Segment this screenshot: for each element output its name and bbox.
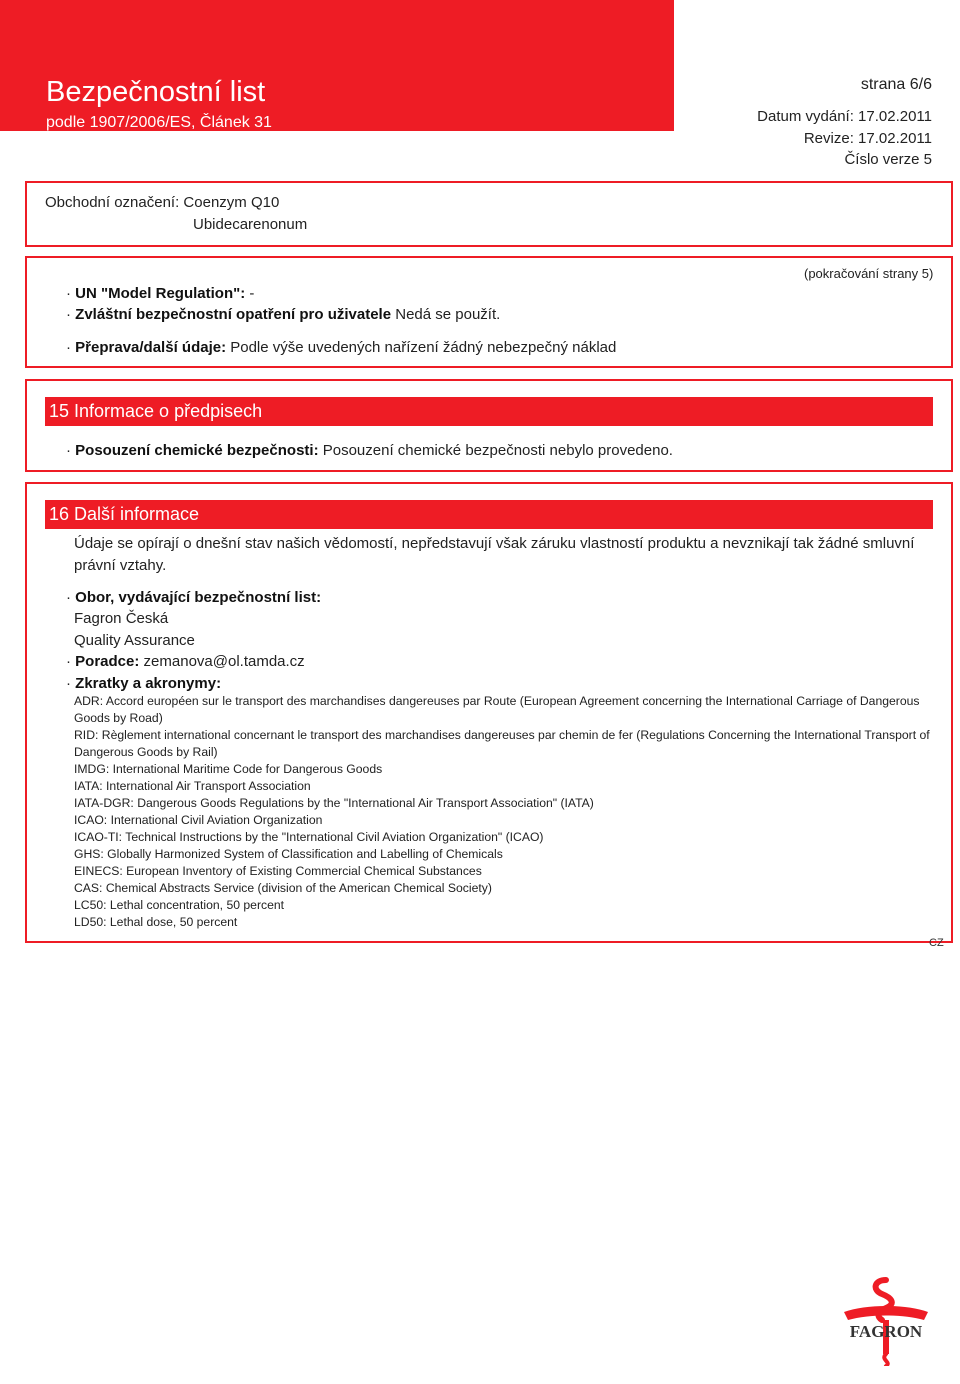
abbreviations-list xyxy=(74,693,934,931)
issue-date: Datum vydání: 17.02.2011 xyxy=(757,108,932,125)
page-number: strana 6/6 xyxy=(860,76,932,93)
abbreviation-item: LC50: Lethal concentration, 50 percent xyxy=(74,898,285,912)
special-label: Zvláštní bezpečnostní opatření pro uživatele xyxy=(75,306,392,323)
un-label: UN "Model Regulation": xyxy=(75,285,246,302)
contact-label: Poradce: xyxy=(75,653,140,670)
section15-heading-bar xyxy=(45,397,933,426)
abbreviation-item: IMDG: International Maritime Code for Dangerous Goods xyxy=(74,762,383,776)
abbreviation-item: EINECS: European Inventory of Existing Commercial Chemical Substances xyxy=(74,864,482,878)
un-value: - xyxy=(245,285,255,302)
dept-line-2: Quality Assurance xyxy=(74,632,195,649)
revision-date: Revize: 17.02.2011 xyxy=(803,130,932,147)
abbreviations-heading: · Zkratky a akronymy: xyxy=(66,675,222,692)
section16-heading-bar xyxy=(45,500,933,529)
language-code: CZ xyxy=(929,937,944,949)
section16-heading: 16 Další informace xyxy=(49,504,200,524)
dept-label: Obor, vydávající bezpečnostní list: xyxy=(75,589,322,606)
product-alt-name: Ubidecarenonum xyxy=(193,216,308,233)
document-title: Bezpečnostní list xyxy=(46,76,266,108)
dept-line-1: Fagron Česká xyxy=(74,610,169,627)
fagron-logo-icon xyxy=(836,1276,936,1366)
transport-info: · Přeprava/další údaje: Podle výše uvedených nařízení žádný nebezpečný náklad xyxy=(66,339,617,356)
chemical-safety-assessment: · Posouzení chemické bezpečnosti: Posouzení chemické bezpečnosti nebylo provedeno. xyxy=(66,442,673,459)
disclaimer-paragraph: Údaje se opírají o dnešní stav našich vědomostí, nepředstavují však záruku vlastností produktu a nevznikají tak žádné smluvní právní vztahy. xyxy=(74,535,915,574)
assessment-value: Posouzení chemické bezpečnosti nebylo provedeno. xyxy=(318,442,673,459)
abbreviation-item: CAS: Chemical Abstracts Service (division of the American Chemical Society) xyxy=(74,881,492,895)
header-red-band xyxy=(0,0,674,131)
special-value: Nedá se použít. xyxy=(391,306,501,323)
transport-label: Přeprava/další údaje: xyxy=(75,339,227,356)
logo-text: FAGRON xyxy=(849,1322,923,1341)
abbreviation-item: IATA-DGR: Dangerous Goods Regulations by the "International Air Transport Association" (IATA) xyxy=(74,796,594,810)
product-name: Obchodní označení: Coenzym Q10 xyxy=(45,194,280,211)
assessment-label: Posouzení chemické bezpečnosti: xyxy=(75,442,319,459)
special-precautions: · Zvláštní bezpečnostní opatření pro uživatele Nedá se použít. xyxy=(66,306,501,323)
abbreviation-item: ICAO: International Civil Aviation Organization xyxy=(74,813,323,827)
abbreviation-item: ICAO-TI: Technical Instructions by the "International Civil Aviation Organization" (ICAO) xyxy=(74,830,544,844)
contact-email: zemanova@ol.tamda.cz xyxy=(139,653,305,670)
transport-value: Podle výše uvedených nařízení žádný nebezpečný náklad xyxy=(226,339,617,356)
section15-heading: 15 Informace o předpisech xyxy=(49,401,263,421)
product-box xyxy=(25,181,953,247)
abbr-label: Zkratky a akronymy: xyxy=(75,675,222,692)
issuing-department: · Obor, vydávající bezpečnostní list: xyxy=(66,589,322,606)
abbreviation-item: RID: Règlement international concernant le transport des marchandises dangereuses par chemin de fer (Regulations Concerning the International Transport of Dangerous Goods by Rail) xyxy=(74,728,930,759)
abbreviation-item: LD50: Lethal dose, 50 percent xyxy=(74,915,238,929)
continuation-note: (pokračování strany 5) xyxy=(804,266,934,281)
contact-person: · Poradce: zemanova@ol.tamda.cz xyxy=(66,653,305,670)
un-model-regulation: · UN "Model Regulation": - xyxy=(66,285,255,302)
abbreviation-item: ADR: Accord européen sur le transport des marchandises dangereuses par Route (European Agreement concerning the International Carriage of Dangerous Goods by Road) xyxy=(74,694,920,725)
abbreviation-item: GHS: Globally Harmonized System of Classification and Labelling of Chemicals xyxy=(74,847,503,861)
version-number: Číslo verze 5 xyxy=(844,151,932,168)
abbreviation-item: IATA: International Air Transport Association xyxy=(74,779,311,793)
document-subtitle: podle 1907/2006/ES, Článek 31 xyxy=(46,114,272,131)
